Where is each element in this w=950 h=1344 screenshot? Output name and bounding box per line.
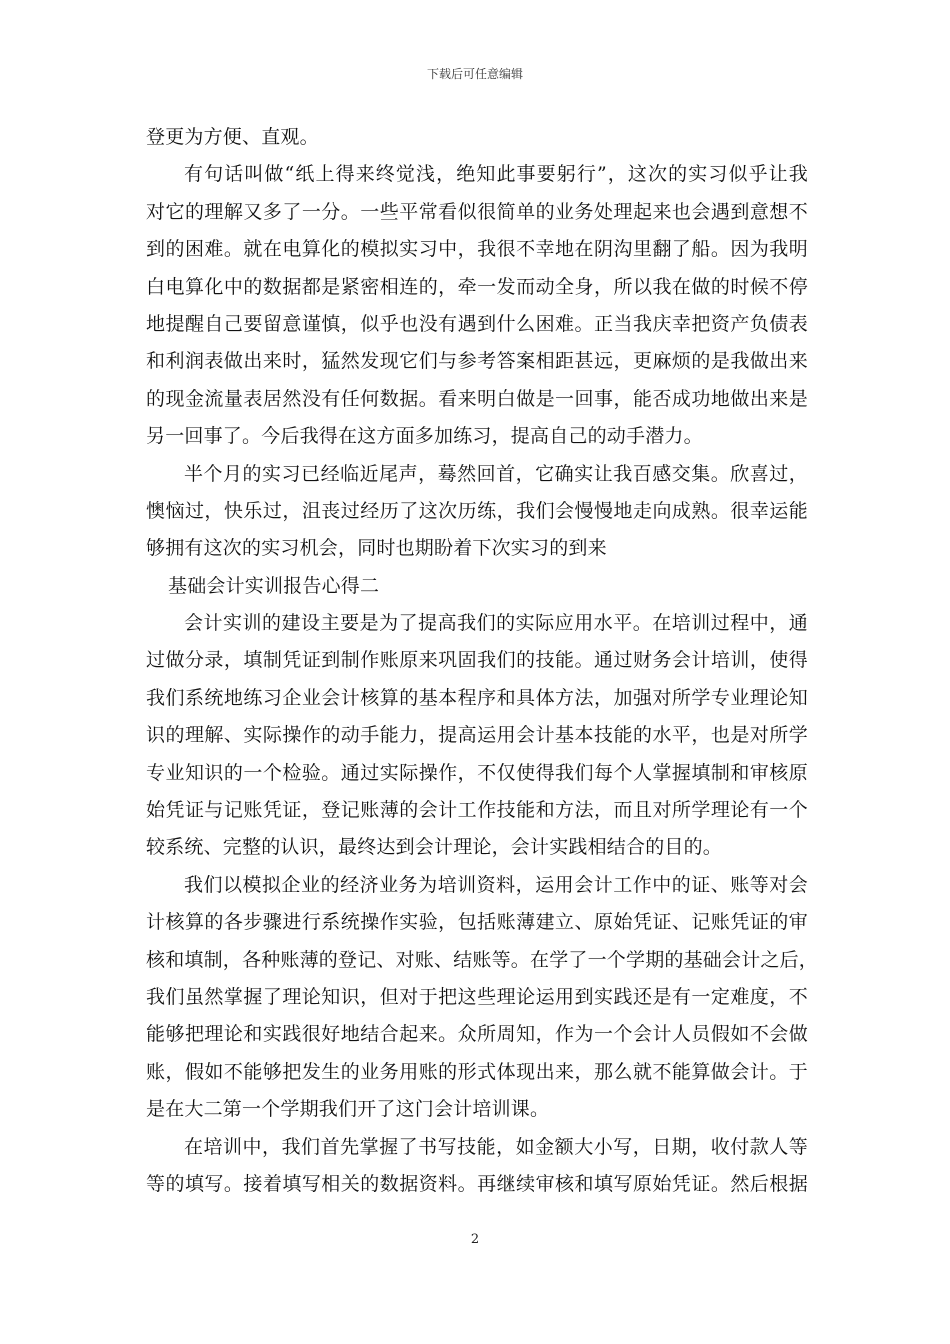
text-line: 计核算的各步骤进行系统操作实验，包括账薄建立、原始凭证、记账凭证的审 <box>146 911 808 934</box>
page-header: 下载后可任意编辑 <box>426 67 523 81</box>
page-number: 2 <box>470 1232 480 1247</box>
text-line: 是在大二第一个学期我们开了这门会计培训课。 <box>146 1098 550 1121</box>
text-line: 懊恼过，快乐过，沮丧过经历了这次历练，我们会慢慢地走向成熟。很幸运能 <box>146 499 808 522</box>
text-line: 和利润表做出来时，猛然发现它们与参考答案相距甚远，更麻烦的是我做出来 <box>146 350 808 373</box>
text-line: 够拥有这次的实习机会，同时也期盼着下次实习的到来 <box>146 537 607 560</box>
text-line: 识的理解、实际操作的动手能力，提高运用会计基本技能的水平，也是对所学 <box>146 724 808 747</box>
text-line: 过做分录，填制凭证到制作账原来巩固我们的技能。通过财务会计培训，使得 <box>146 649 808 672</box>
text-line: 登更为方便、直观。 <box>146 126 319 148</box>
text-line: 专业知识的一个检验。通过实际操作，不仅使得我们每个人掌握填制和审核原 <box>146 761 808 784</box>
text-line: 较系统、完整的认识，最终达到会计理论，会计实践相结合的目的。 <box>146 836 723 859</box>
text-line: 对它的理解又多了一分。一些平常看似很简单的业务处理起来也会遇到意想不 <box>146 200 808 223</box>
text-line: 我们以模拟企业的经济业务为培训资料，运用会计工作中的证、账等对会 <box>184 873 808 896</box>
text-line: 在培训中，我们首先掌握了书写技能，如金额大小写，日期，收付款人等 <box>184 1135 808 1158</box>
section-heading: 基础会计实训报告心得二 <box>168 574 380 597</box>
text-line: 等的填写。接着填写相关的数据资料。再继续审核和填写原始凭证。然后根据 <box>146 1172 808 1195</box>
text-line: 账，假如不能够把发生的业务用账的形式体现出来，那么就不能算做会计。于 <box>146 1060 808 1083</box>
text-line: 始凭证与记账凭证，登记账薄的会计工作技能和方法，而且对所学理论有一个 <box>146 799 808 822</box>
text-line: 能够把理论和实践很好地结合起来。众所周知，作为一个会计人员假如不会做 <box>146 1023 808 1046</box>
text-line: 地提醒自己要留意谨慎，似乎也没有遇到什么困难。正当我庆幸把资产负债表 <box>146 312 808 335</box>
text-line: 白电算化中的数据都是紧密相连的，牵一发而动全身，所以我在做的时候不停 <box>146 275 808 298</box>
text-line: 半个月的实习已经临近尾声，蓦然回首，它确实让我百感交集。欣喜过， <box>184 462 808 485</box>
text-line: 核和填制，各种账薄的登记、对账、结账等。在学了一个学期的基础会计之后， <box>146 948 819 971</box>
text-line: 会计实训的建设主要是为了提高我们的实际应用水平。在培训过程中，通 <box>184 612 808 635</box>
document-body <box>146 119 819 1203</box>
text-line: 到的困难。就在电算化的模拟实习中，我很不幸地在阴沟里翻了船。因为我明 <box>146 238 808 261</box>
text-line: 有句话叫做“纸上得来终觉浅，绝知此事要躬行”，这次的实习似乎让我 <box>184 163 808 186</box>
text-line: 我们虽然掌握了理论知识，但对于把这些理论运用到实践还是有一定难度，不 <box>146 985 808 1008</box>
text-line: 另一回事了。今后我得在这方面多加练习，提高自己的动手潜力。 <box>146 425 703 448</box>
text-line: 我们系统地练习企业会计核算的基本程序和具体方法，加强对所学专业理论知 <box>146 686 808 709</box>
text-line: 的现金流量表居然没有任何数据。看来明白做是一回事，能否成功地做出来是 <box>146 387 808 410</box>
